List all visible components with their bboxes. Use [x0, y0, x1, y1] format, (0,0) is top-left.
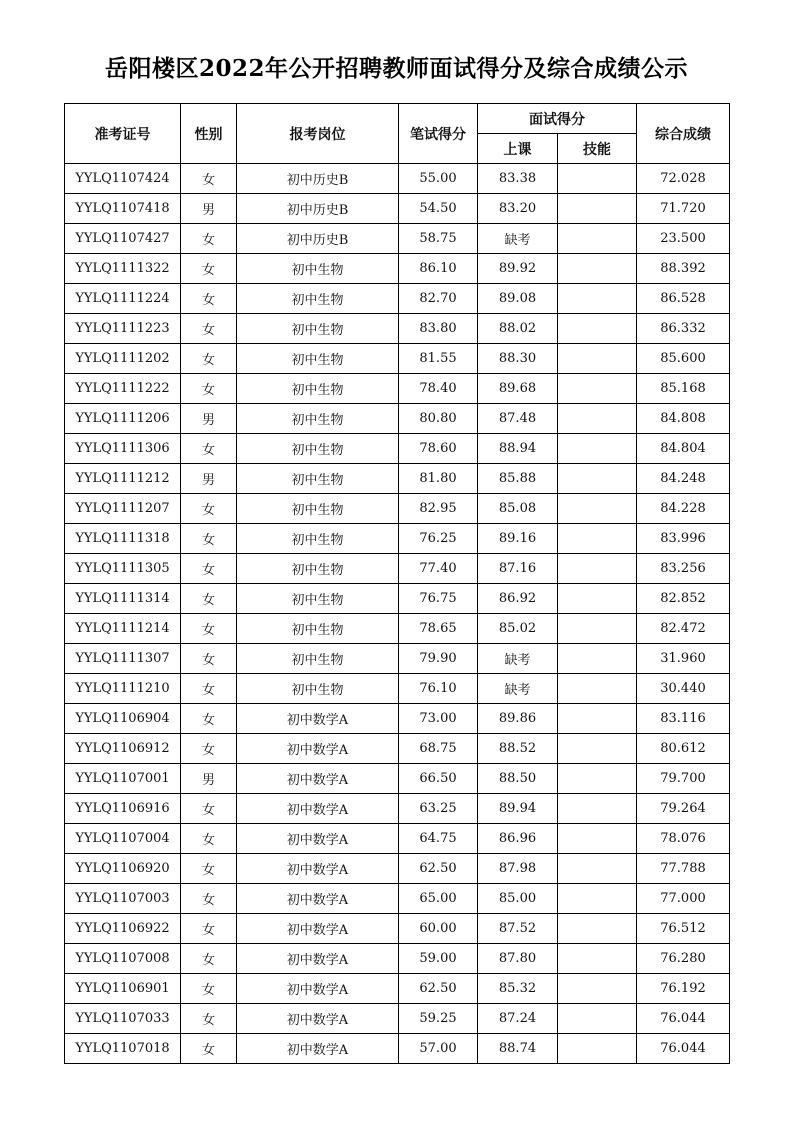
gender-cell: 女 [181, 1004, 237, 1034]
position-cell: 初中数学A [237, 974, 399, 1004]
position-cell: 初中数学A [237, 854, 399, 884]
header-interview-score: 面试得分 [478, 104, 637, 134]
lesson-score-cell: 89.94 [478, 794, 558, 824]
exam-id-cell: YYLQ1106916 [65, 794, 181, 824]
skill-score-cell [558, 554, 637, 584]
exam-id-cell: YYLQ1111222 [65, 374, 181, 404]
exam-id-cell: YYLQ1107008 [65, 944, 181, 974]
skill-score-cell [558, 404, 637, 434]
total-score-cell: 88.392 [637, 254, 730, 284]
written-score-cell: 76.75 [399, 584, 478, 614]
skill-score-cell [558, 704, 637, 734]
lesson-score-cell: 缺考 [478, 674, 558, 704]
total-score-cell: 76.044 [637, 1004, 730, 1034]
table-row [65, 1004, 730, 1034]
exam-id-cell: YYLQ1107001 [65, 764, 181, 794]
written-score-cell: 59.25 [399, 1004, 478, 1034]
skill-score-cell [558, 224, 637, 254]
table-row [65, 194, 730, 224]
table-row [65, 674, 730, 704]
header-exam-id: 准考证号 [65, 104, 181, 164]
gender-cell: 女 [181, 944, 237, 974]
gender-cell: 女 [181, 734, 237, 764]
skill-score-cell [558, 1004, 637, 1034]
position-cell: 初中生物 [237, 434, 399, 464]
written-score-cell: 77.40 [399, 554, 478, 584]
exam-id-cell: YYLQ1111306 [65, 434, 181, 464]
total-score-cell: 84.248 [637, 464, 730, 494]
page-title: 岳阳楼区2022年公开招聘教师面试得分及综合成绩公示 [104, 55, 688, 82]
lesson-score-cell: 87.24 [478, 1004, 558, 1034]
lesson-score-cell: 87.98 [478, 854, 558, 884]
position-cell: 初中数学A [237, 884, 399, 914]
table-row [65, 1034, 730, 1064]
lesson-score-cell: 83.20 [478, 194, 558, 224]
total-score-cell: 78.076 [637, 824, 730, 854]
lesson-score-cell: 87.52 [478, 914, 558, 944]
written-score-cell: 81.80 [399, 464, 478, 494]
written-score-cell: 80.80 [399, 404, 478, 434]
gender-cell: 女 [181, 494, 237, 524]
skill-score-cell [558, 284, 637, 314]
exam-id-cell: YYLQ1111210 [65, 674, 181, 704]
written-score-cell: 68.75 [399, 734, 478, 764]
skill-score-cell [558, 494, 637, 524]
table-row [65, 224, 730, 254]
gender-cell: 男 [181, 404, 237, 434]
lesson-score-cell: 88.50 [478, 764, 558, 794]
gender-cell: 男 [181, 764, 237, 794]
skill-score-cell [558, 944, 637, 974]
lesson-score-cell: 85.32 [478, 974, 558, 1004]
header-position: 报考岗位 [237, 104, 399, 164]
lesson-score-cell: 缺考 [478, 224, 558, 254]
total-score-cell: 76.044 [637, 1034, 730, 1064]
header-written-score: 笔试得分 [399, 104, 478, 164]
lesson-score-cell: 88.30 [478, 344, 558, 374]
total-score-cell: 82.472 [637, 614, 730, 644]
position-cell: 初中历史B [237, 194, 399, 224]
gender-cell: 女 [181, 614, 237, 644]
total-score-cell: 30.440 [637, 674, 730, 704]
gender-cell: 女 [181, 644, 237, 674]
position-cell: 初中生物 [237, 344, 399, 374]
exam-id-cell: YYLQ1111322 [65, 254, 181, 284]
total-score-cell: 79.700 [637, 764, 730, 794]
total-score-cell: 76.192 [637, 974, 730, 1004]
written-score-cell: 62.50 [399, 974, 478, 1004]
exam-id-cell: YYLQ1107033 [65, 1004, 181, 1034]
gender-cell: 女 [181, 704, 237, 734]
gender-cell: 女 [181, 554, 237, 584]
lesson-score-cell: 86.92 [478, 584, 558, 614]
total-score-cell: 83.116 [637, 704, 730, 734]
total-score-cell: 79.264 [637, 794, 730, 824]
skill-score-cell [558, 254, 637, 284]
written-score-cell: 79.90 [399, 644, 478, 674]
position-cell: 初中数学A [237, 1034, 399, 1064]
header-skill: 技能 [558, 134, 637, 164]
total-score-cell: 83.996 [637, 524, 730, 554]
gender-cell: 男 [181, 194, 237, 224]
exam-id-cell: YYLQ1111318 [65, 524, 181, 554]
header-lesson: 上课 [478, 134, 558, 164]
table-row [65, 824, 730, 854]
exam-id-cell: YYLQ1111202 [65, 344, 181, 374]
position-cell: 初中生物 [237, 644, 399, 674]
exam-id-cell: YYLQ1106901 [65, 974, 181, 1004]
position-cell: 初中数学A [237, 734, 399, 764]
gender-cell: 女 [181, 524, 237, 554]
gender-cell: 女 [181, 794, 237, 824]
total-score-cell: 82.852 [637, 584, 730, 614]
table-row [65, 884, 730, 914]
skill-score-cell [558, 164, 637, 194]
skill-score-cell [558, 884, 637, 914]
exam-id-cell: YYLQ1111214 [65, 614, 181, 644]
skill-score-cell [558, 824, 637, 854]
total-score-cell: 86.332 [637, 314, 730, 344]
lesson-score-cell: 89.92 [478, 254, 558, 284]
written-score-cell: 55.00 [399, 164, 478, 194]
table-row [65, 794, 730, 824]
total-score-cell: 77.788 [637, 854, 730, 884]
position-cell: 初中数学A [237, 704, 399, 734]
skill-score-cell [558, 764, 637, 794]
written-score-cell: 57.00 [399, 1034, 478, 1064]
written-score-cell: 83.80 [399, 314, 478, 344]
skill-score-cell [558, 464, 637, 494]
table-row [65, 464, 730, 494]
written-score-cell: 62.50 [399, 854, 478, 884]
position-cell: 初中生物 [237, 314, 399, 344]
table-row [65, 914, 730, 944]
table-row [65, 374, 730, 404]
position-cell: 初中历史B [237, 224, 399, 254]
position-cell: 初中生物 [237, 524, 399, 554]
position-cell: 初中生物 [237, 374, 399, 404]
position-cell: 初中历史B [237, 164, 399, 194]
lesson-score-cell: 85.00 [478, 884, 558, 914]
header-gender: 性别 [181, 104, 237, 164]
gender-cell: 女 [181, 284, 237, 314]
skill-score-cell [558, 734, 637, 764]
table-row [65, 704, 730, 734]
skill-score-cell [558, 194, 637, 224]
position-cell: 初中数学A [237, 914, 399, 944]
total-score-cell: 84.228 [637, 494, 730, 524]
table-row [65, 554, 730, 584]
skill-score-cell [558, 584, 637, 614]
lesson-score-cell: 88.74 [478, 1034, 558, 1064]
written-score-cell: 86.10 [399, 254, 478, 284]
total-score-cell: 84.804 [637, 434, 730, 464]
table-row [65, 644, 730, 674]
lesson-score-cell: 85.02 [478, 614, 558, 644]
exam-id-cell: YYLQ1107418 [65, 194, 181, 224]
position-cell: 初中生物 [237, 554, 399, 584]
written-score-cell: 58.75 [399, 224, 478, 254]
table-body [65, 164, 730, 1064]
table-row [65, 734, 730, 764]
position-cell: 初中生物 [237, 404, 399, 434]
written-score-cell: 59.00 [399, 944, 478, 974]
position-cell: 初中生物 [237, 284, 399, 314]
gender-cell: 女 [181, 224, 237, 254]
skill-score-cell [558, 374, 637, 404]
written-score-cell: 76.10 [399, 674, 478, 704]
position-cell: 初中数学A [237, 824, 399, 854]
table-row [65, 584, 730, 614]
position-cell: 初中数学A [237, 794, 399, 824]
written-score-cell: 73.00 [399, 704, 478, 734]
total-score-cell: 83.256 [637, 554, 730, 584]
lesson-score-cell: 85.88 [478, 464, 558, 494]
position-cell: 初中数学A [237, 944, 399, 974]
exam-id-cell: YYLQ1111224 [65, 284, 181, 314]
total-score-cell: 85.600 [637, 344, 730, 374]
exam-id-cell: YYLQ1107004 [65, 824, 181, 854]
total-score-cell: 72.028 [637, 164, 730, 194]
gender-cell: 女 [181, 854, 237, 884]
lesson-score-cell: 85.08 [478, 494, 558, 524]
gender-cell: 女 [181, 974, 237, 1004]
lesson-score-cell: 86.96 [478, 824, 558, 854]
gender-cell: 女 [181, 824, 237, 854]
gender-cell: 男 [181, 464, 237, 494]
skill-score-cell [558, 614, 637, 644]
position-cell: 初中数学A [237, 764, 399, 794]
table-row [65, 974, 730, 1004]
position-cell: 初中生物 [237, 614, 399, 644]
exam-id-cell: YYLQ1107003 [65, 884, 181, 914]
position-cell: 初中生物 [237, 584, 399, 614]
table-row [65, 404, 730, 434]
table-row [65, 164, 730, 194]
position-cell: 初中生物 [237, 464, 399, 494]
skill-score-cell [558, 1034, 637, 1064]
table-row [65, 494, 730, 524]
exam-id-cell: YYLQ1106920 [65, 854, 181, 884]
exam-id-cell: YYLQ1107427 [65, 224, 181, 254]
gender-cell: 女 [181, 1034, 237, 1064]
gender-cell: 女 [181, 914, 237, 944]
gender-cell: 女 [181, 254, 237, 284]
lesson-score-cell: 88.52 [478, 734, 558, 764]
written-score-cell: 65.00 [399, 884, 478, 914]
gender-cell: 女 [181, 584, 237, 614]
lesson-score-cell: 缺考 [478, 644, 558, 674]
exam-id-cell: YYLQ1111206 [65, 404, 181, 434]
position-cell: 初中生物 [237, 674, 399, 704]
gender-cell: 女 [181, 434, 237, 464]
gender-cell: 女 [181, 314, 237, 344]
written-score-cell: 78.65 [399, 614, 478, 644]
written-score-cell: 63.25 [399, 794, 478, 824]
table-row [65, 854, 730, 884]
total-score-cell: 76.280 [637, 944, 730, 974]
exam-id-cell: YYLQ1106912 [65, 734, 181, 764]
table-row [65, 344, 730, 374]
written-score-cell: 82.95 [399, 494, 478, 524]
written-score-cell: 60.00 [399, 914, 478, 944]
lesson-score-cell: 87.16 [478, 554, 558, 584]
exam-id-cell: YYLQ1106922 [65, 914, 181, 944]
position-cell: 初中生物 [237, 254, 399, 284]
exam-id-cell: YYLQ1111212 [65, 464, 181, 494]
exam-id-cell: YYLQ1107424 [65, 164, 181, 194]
lesson-score-cell: 89.86 [478, 704, 558, 734]
lesson-score-cell: 87.80 [478, 944, 558, 974]
table-header [65, 104, 730, 164]
total-score-cell: 84.808 [637, 404, 730, 434]
written-score-cell: 81.55 [399, 344, 478, 374]
written-score-cell: 82.70 [399, 284, 478, 314]
table-row [65, 614, 730, 644]
written-score-cell: 66.50 [399, 764, 478, 794]
exam-id-cell: YYLQ1111305 [65, 554, 181, 584]
lesson-score-cell: 88.02 [478, 314, 558, 344]
skill-score-cell [558, 674, 637, 704]
gender-cell: 女 [181, 164, 237, 194]
skill-score-cell [558, 434, 637, 464]
lesson-score-cell: 83.38 [478, 164, 558, 194]
total-score-cell: 76.512 [637, 914, 730, 944]
table-row [65, 434, 730, 464]
exam-id-cell: YYLQ1107018 [65, 1034, 181, 1064]
gender-cell: 女 [181, 374, 237, 404]
skill-score-cell [558, 974, 637, 1004]
total-score-cell: 23.500 [637, 224, 730, 254]
total-score-cell: 85.168 [637, 374, 730, 404]
lesson-score-cell: 89.08 [478, 284, 558, 314]
exam-id-cell: YYLQ1106904 [65, 704, 181, 734]
written-score-cell: 54.50 [399, 194, 478, 224]
total-score-cell: 31.960 [637, 644, 730, 674]
written-score-cell: 64.75 [399, 824, 478, 854]
table-row [65, 944, 730, 974]
written-score-cell: 76.25 [399, 524, 478, 554]
skill-score-cell [558, 524, 637, 554]
total-score-cell: 80.612 [637, 734, 730, 764]
skill-score-cell [558, 644, 637, 674]
total-score-cell: 71.720 [637, 194, 730, 224]
position-cell: 初中数学A [237, 1004, 399, 1034]
lesson-score-cell: 89.68 [478, 374, 558, 404]
header-total-score: 综合成绩 [637, 104, 730, 164]
skill-score-cell [558, 854, 637, 884]
exam-id-cell: YYLQ1111314 [65, 584, 181, 614]
gender-cell: 女 [181, 344, 237, 374]
skill-score-cell [558, 794, 637, 824]
table-row [65, 524, 730, 554]
table-row [65, 284, 730, 314]
lesson-score-cell: 87.48 [478, 404, 558, 434]
lesson-score-cell: 88.94 [478, 434, 558, 464]
written-score-cell: 78.40 [399, 374, 478, 404]
written-score-cell: 78.60 [399, 434, 478, 464]
exam-id-cell: YYLQ1111223 [65, 314, 181, 344]
table-row [65, 314, 730, 344]
total-score-cell: 86.528 [637, 284, 730, 314]
lesson-score-cell: 89.16 [478, 524, 558, 554]
score-table [64, 103, 730, 1064]
exam-id-cell: YYLQ1111307 [65, 644, 181, 674]
table-row [65, 764, 730, 794]
gender-cell: 女 [181, 674, 237, 704]
skill-score-cell [558, 314, 637, 344]
skill-score-cell [558, 344, 637, 374]
position-cell: 初中生物 [237, 494, 399, 524]
table-row [65, 254, 730, 284]
exam-id-cell: YYLQ1111207 [65, 494, 181, 524]
gender-cell: 女 [181, 884, 237, 914]
skill-score-cell [558, 914, 637, 944]
total-score-cell: 77.000 [637, 884, 730, 914]
